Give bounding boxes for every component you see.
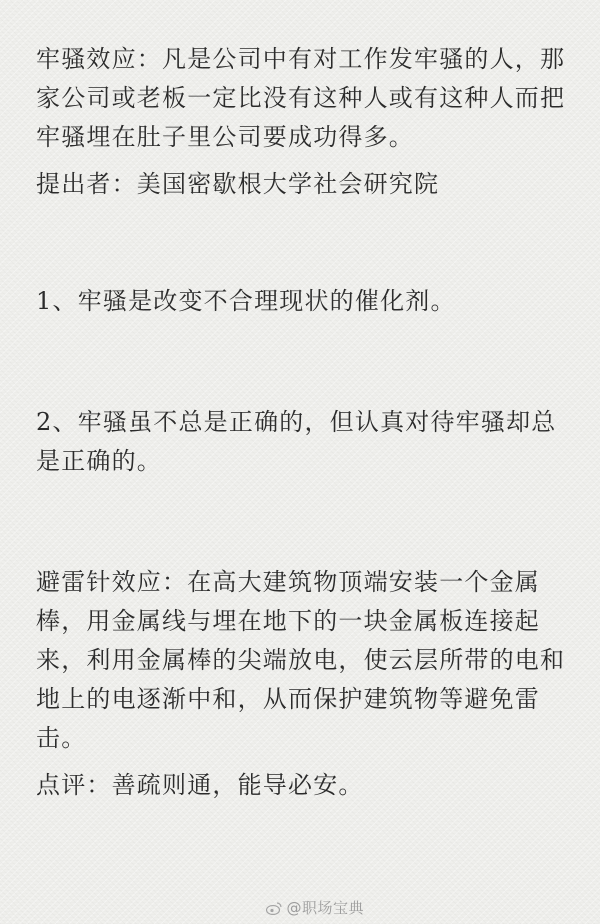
weibo-icon (266, 901, 282, 915)
watermark-text: @职场宝典 (286, 899, 364, 917)
point-1-paragraph: 1、牢骚是改变不合理现状的催化剂。 (36, 287, 456, 315)
lightning-effect-paragraph: 避雷针效应：在高大建筑物顶端安装一个金属棒，用金属线与埋在地下的一块金属板连接起来，利用金属棒的尖端放电，使云层所带的电和地上的电逐渐中和，从而保护建筑物等避免雷击。 (36, 568, 566, 752)
complain-effect-paragraph: 牢骚效应：凡是公司中有对工作发牢骚的人，那家公司或老板一定比没有这种人或有这种人而把牢骚埋在肚子里公司要成功得多。 (36, 45, 566, 151)
spacer (36, 481, 572, 563)
comment-paragraph: 点评：善疏则通，能导必安。 (36, 771, 364, 799)
watermark (266, 897, 364, 918)
spacer (36, 204, 572, 282)
spacer (36, 758, 572, 766)
spacer (36, 157, 572, 165)
spacer (36, 321, 572, 403)
article-body (36, 40, 572, 805)
point-2-paragraph: 2、牢骚虽不总是正确的，但认真对待牢骚却总是正确的。 (36, 408, 557, 475)
complain-proposer-paragraph: 提出者：美国密歇根大学社会研究院 (36, 170, 440, 198)
